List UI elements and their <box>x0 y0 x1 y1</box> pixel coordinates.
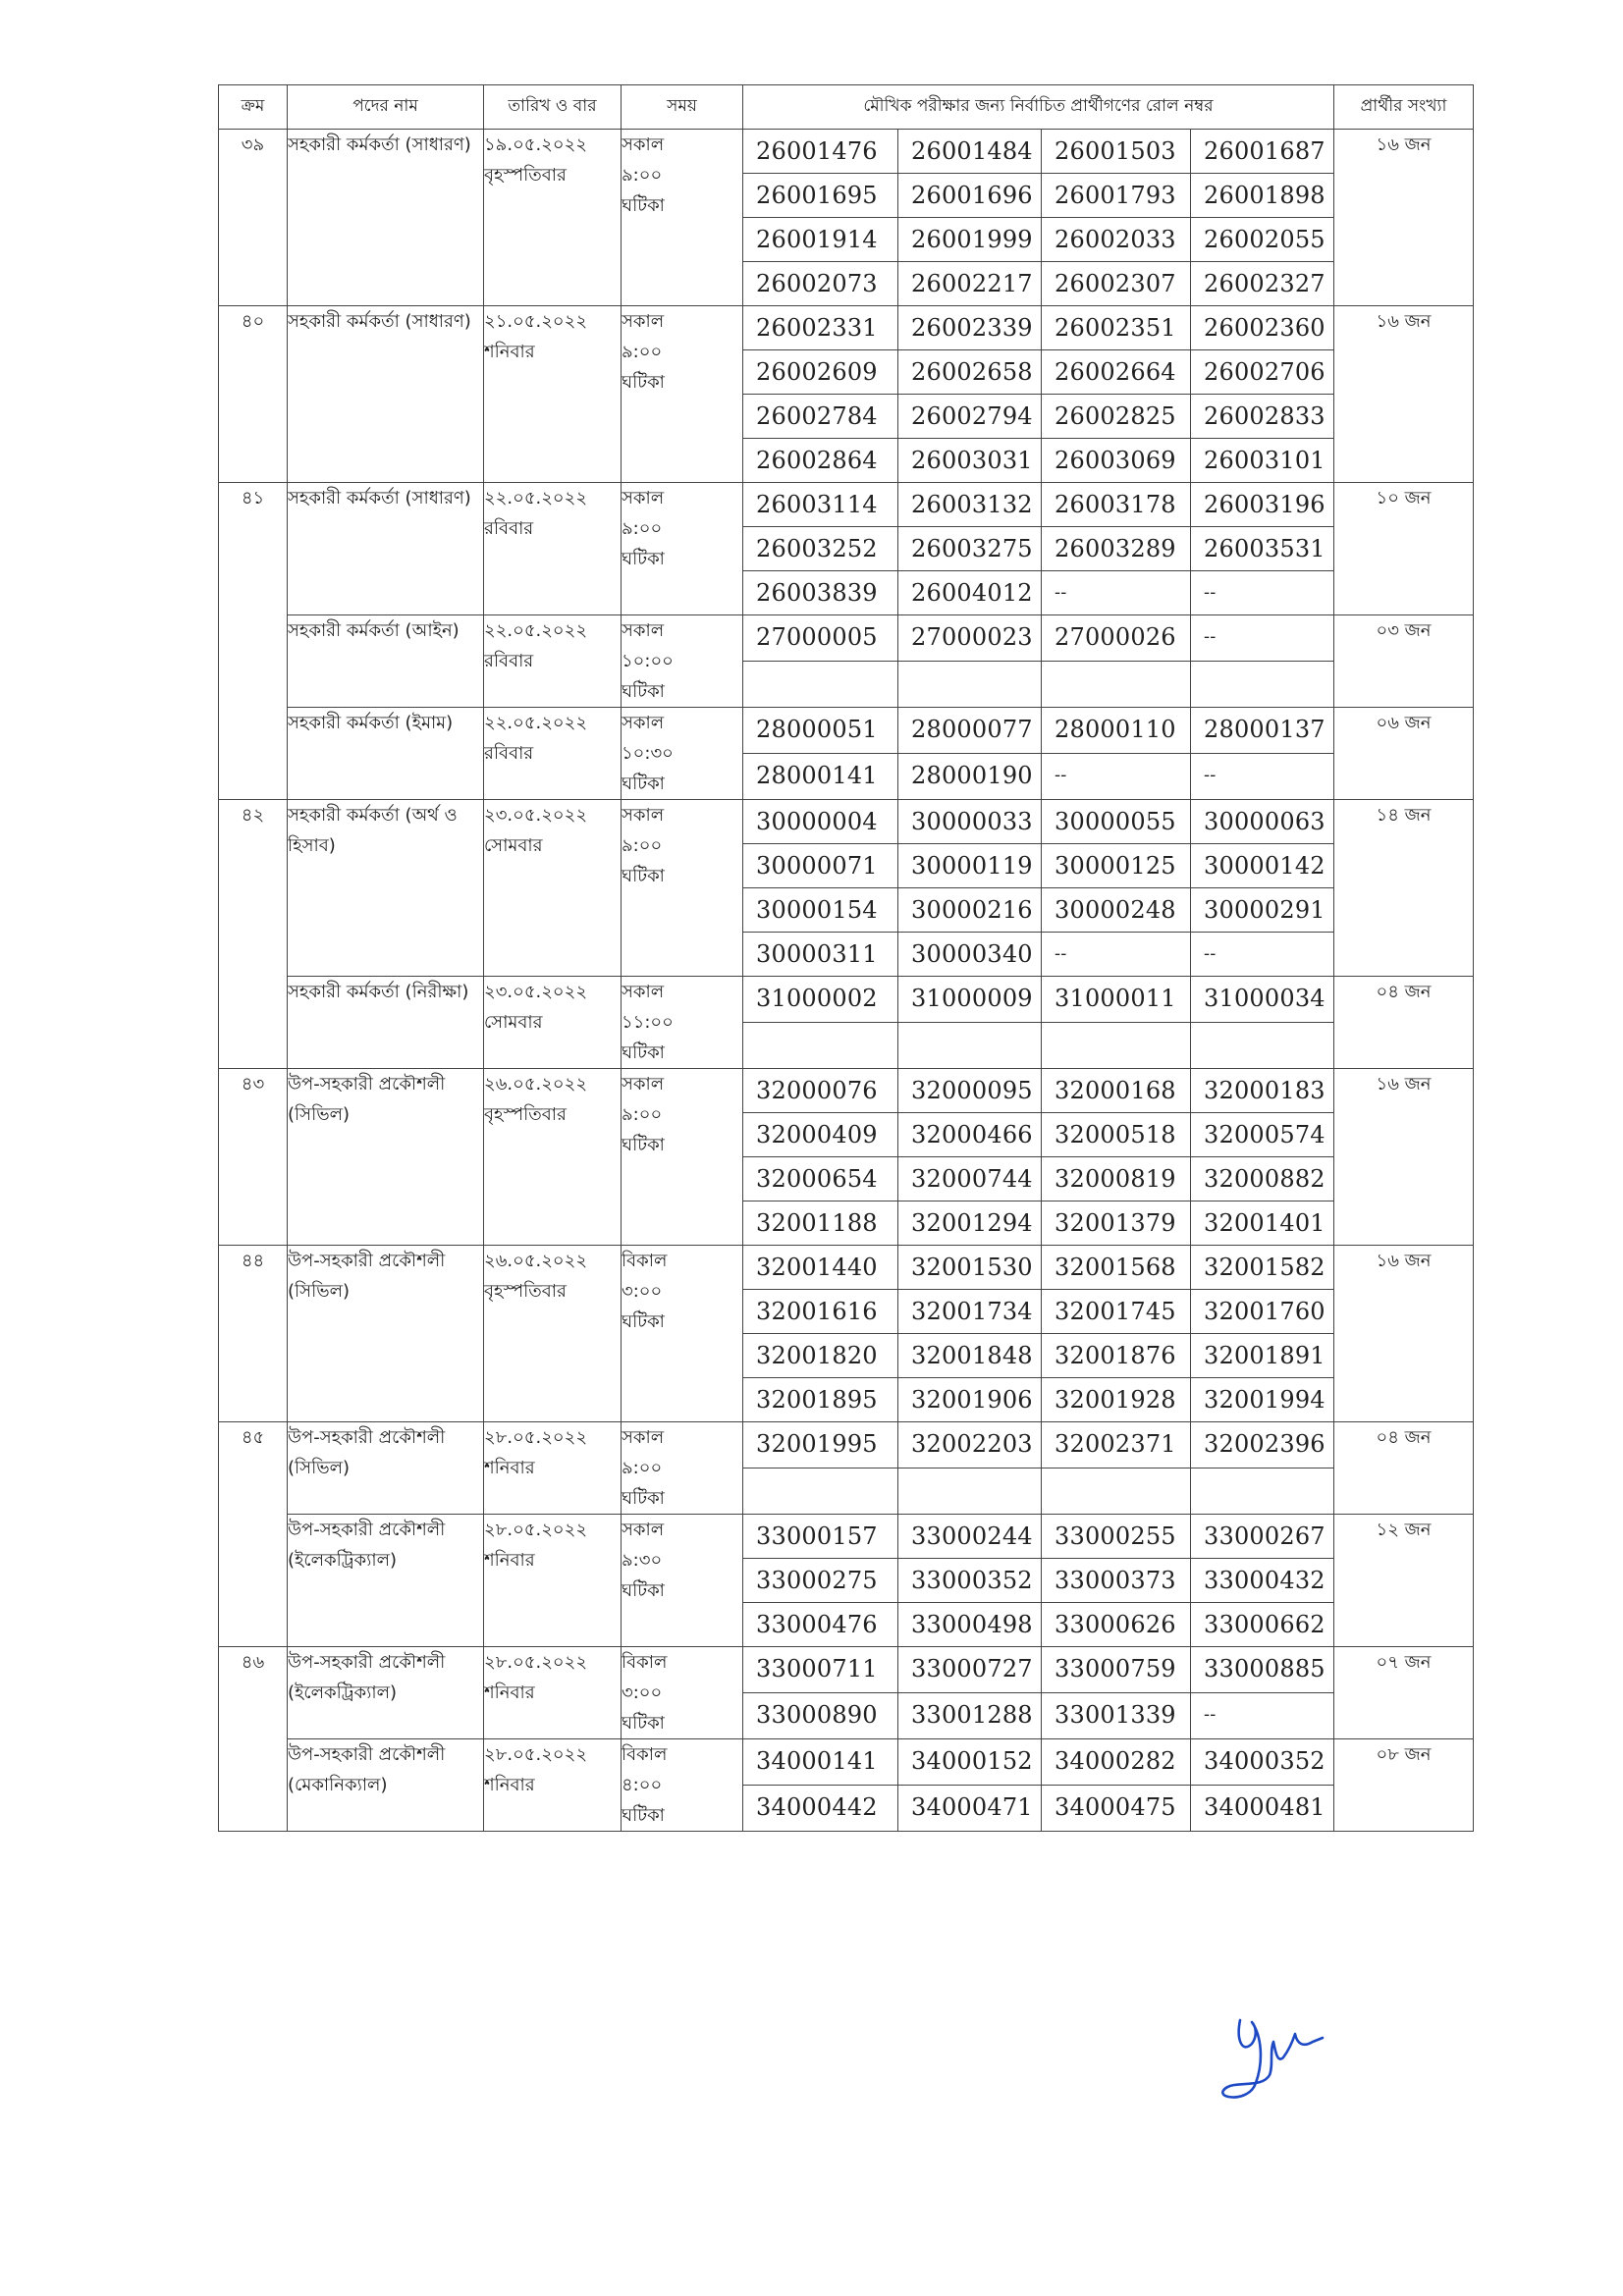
roll-number: 32000744 <box>898 1157 1042 1201</box>
date-day-cell <box>484 1069 622 1246</box>
roll-number: 32000518 <box>1042 1113 1191 1157</box>
date-day-cell <box>484 306 622 483</box>
roll-number: 26002664 <box>1042 350 1191 395</box>
roll-number: 26001914 <box>743 218 898 262</box>
serial-cell: ৪৪ <box>219 1246 288 1422</box>
roll-number: 30000340 <box>898 933 1042 977</box>
roll-number: 33000157 <box>743 1515 898 1559</box>
roll-number: 33000890 <box>743 1693 898 1739</box>
roll-number: 33000885 <box>1191 1647 1334 1693</box>
roll-number: 27000026 <box>1042 615 1191 662</box>
roll-number: 28000077 <box>898 708 1042 754</box>
roll-number: 32001848 <box>898 1334 1042 1378</box>
post-name-cell: সহকারী কর্মকর্তা (ইমাম) <box>288 708 484 800</box>
candidate-count-cell: ১২ জন <box>1334 1515 1474 1647</box>
roll-number: 26002217 <box>898 262 1042 306</box>
post-name-cell: সহকারী কর্মকর্তা (নিরীক্ষা) <box>288 977 484 1069</box>
roll-number: 31000009 <box>898 977 1042 1023</box>
exam-date: ২৩.০৫.২০২২ <box>484 982 588 1002</box>
roll-number: 34000141 <box>743 1739 898 1786</box>
roll-number: 26002331 <box>743 306 898 350</box>
serial-cell <box>219 1739 288 1832</box>
date-day-cell <box>484 1647 622 1739</box>
date-day-cell <box>484 800 622 977</box>
roll-empty-cell <box>1042 1468 1191 1515</box>
roll-empty-cell <box>1042 1023 1191 1069</box>
roll-number: 26001484 <box>898 130 1042 174</box>
exam-date: ২২.০৫.২০২২ <box>484 713 588 733</box>
header-post-name: পদের নাম <box>288 85 484 130</box>
roll-number: 27000023 <box>898 615 1042 662</box>
roll-number: 26001696 <box>898 174 1042 218</box>
date-day-cell <box>484 1422 622 1515</box>
exam-time-cell: বিকাল ৩:০০ ঘটিকা <box>622 1647 743 1739</box>
roll-number: 33000498 <box>898 1603 1042 1647</box>
table-row <box>219 800 1474 844</box>
viva-schedule-table <box>218 84 1474 1832</box>
roll-empty-cell <box>743 662 898 708</box>
roll-number: 26002706 <box>1191 350 1334 395</box>
roll-number: 34000442 <box>743 1786 898 1832</box>
roll-number: 34000481 <box>1191 1786 1334 1832</box>
serial-cell <box>219 977 288 1069</box>
post-name-cell: সহকারী কর্মকর্তা (আইন) <box>288 615 484 708</box>
exam-date: ২৮.০৫.২০২২ <box>484 1427 588 1448</box>
exam-date: ২২.০৫.২০২২ <box>484 488 588 508</box>
roll-number: 26001898 <box>1191 174 1334 218</box>
candidate-count-cell: ১০ জন <box>1334 483 1474 615</box>
roll-number: 33000275 <box>743 1559 898 1603</box>
roll-number: 32001616 <box>743 1290 898 1334</box>
roll-number: 26003196 <box>1191 483 1334 527</box>
roll-number: 32002371 <box>1042 1422 1191 1468</box>
roll-empty-cell <box>1191 1023 1334 1069</box>
roll-number: -- <box>1191 754 1334 800</box>
table-row <box>219 1647 1474 1693</box>
roll-number: 32000409 <box>743 1113 898 1157</box>
roll-number: 32001188 <box>743 1201 898 1246</box>
roll-number: 26003178 <box>1042 483 1191 527</box>
roll-empty-cell <box>898 1023 1042 1069</box>
serial-cell: ৪৬ <box>219 1647 288 1739</box>
roll-number: 26001687 <box>1191 130 1334 174</box>
roll-number: 32000819 <box>1042 1157 1191 1201</box>
roll-number: 33000373 <box>1042 1559 1191 1603</box>
table-row <box>219 1422 1474 1468</box>
candidate-count-cell: ১৬ জন <box>1334 130 1474 306</box>
table-row <box>219 1246 1474 1290</box>
serial-cell: ৪১ <box>219 483 288 615</box>
exam-date: ১৯.০৫.২০২২ <box>484 134 588 155</box>
post-name-cell: সহকারী কর্মকর্তা (অর্থ ও হিসাব) <box>288 800 484 977</box>
roll-number: 26002055 <box>1191 218 1334 262</box>
roll-number: 32001734 <box>898 1290 1042 1334</box>
table-row <box>219 708 1474 754</box>
roll-number: 34000471 <box>898 1786 1042 1832</box>
exam-date: ২২.০৫.২০২২ <box>484 620 588 641</box>
roll-empty-cell <box>898 1468 1042 1515</box>
serial-cell: ৪৩ <box>219 1069 288 1246</box>
table-row <box>219 1069 1474 1113</box>
roll-number: 28000190 <box>898 754 1042 800</box>
table-row <box>219 483 1474 527</box>
roll-number: 30000291 <box>1191 888 1334 933</box>
roll-empty-cell <box>1191 662 1334 708</box>
roll-number: 26003275 <box>898 527 1042 571</box>
roll-number: 30000216 <box>898 888 1042 933</box>
roll-number: 32000183 <box>1191 1069 1334 1113</box>
table-row <box>219 1515 1474 1559</box>
roll-empty-cell <box>898 662 1042 708</box>
roll-number: 32000654 <box>743 1157 898 1201</box>
date-day-cell <box>484 483 622 615</box>
post-name-cell: উপ-সহকারী প্রকৌশলী (ইলেকট্রিক্যাল) <box>288 1515 484 1647</box>
exam-time-cell: সকাল ৯:০০ ঘটিকা <box>622 306 743 483</box>
roll-number: 33000727 <box>898 1647 1042 1693</box>
post-name-cell: উপ-সহকারী প্রকৌশলী (ইলেকট্রিক্যাল) <box>288 1647 484 1739</box>
roll-number: 26002360 <box>1191 306 1334 350</box>
exam-time-cell: বিকাল ৪:০০ ঘটিকা <box>622 1739 743 1832</box>
exam-day: বৃহস্পতিবার <box>484 1281 567 1302</box>
roll-number: 26001695 <box>743 174 898 218</box>
roll-number: 32000076 <box>743 1069 898 1113</box>
roll-number: 26003031 <box>898 439 1042 483</box>
roll-number: 33000711 <box>743 1647 898 1693</box>
table-row <box>219 977 1474 1023</box>
header-time: সময় <box>622 85 743 130</box>
roll-number: 33000267 <box>1191 1515 1334 1559</box>
exam-day: শনিবার <box>484 342 535 362</box>
roll-number: -- <box>1042 754 1191 800</box>
roll-number: 32001379 <box>1042 1201 1191 1246</box>
post-name-cell: উপ-সহকারী প্রকৌশলী (সিভিল) <box>288 1246 484 1422</box>
roll-number: 33000662 <box>1191 1603 1334 1647</box>
post-name-cell: সহকারী কর্মকর্তা (সাধারণ) <box>288 306 484 483</box>
roll-number: 32001895 <box>743 1378 898 1422</box>
roll-number: 32001294 <box>898 1201 1042 1246</box>
roll-number: 26002609 <box>743 350 898 395</box>
candidate-count-cell: ০৮ জন <box>1334 1739 1474 1832</box>
exam-date: ২৬.০৫.২০২২ <box>484 1251 588 1271</box>
exam-date: ২৮.০৫.২০২২ <box>484 1652 588 1673</box>
exam-date: ২৮.০৫.২০২২ <box>484 1520 588 1540</box>
roll-number: 34000352 <box>1191 1739 1334 1786</box>
roll-number: 32002203 <box>898 1422 1042 1468</box>
roll-number: 26002794 <box>898 395 1042 439</box>
date-day-cell <box>484 615 622 708</box>
roll-number: 33000476 <box>743 1603 898 1647</box>
roll-number: 30000033 <box>898 800 1042 844</box>
roll-number: 26002784 <box>743 395 898 439</box>
roll-number: 26002327 <box>1191 262 1334 306</box>
serial-cell: ৪০ <box>219 306 288 483</box>
roll-number: 34000475 <box>1042 1786 1191 1832</box>
exam-day: রবিবার <box>484 518 534 539</box>
roll-number: 26003101 <box>1191 439 1334 483</box>
post-name-cell: উপ-সহকারী প্রকৌশলী (সিভিল) <box>288 1069 484 1246</box>
roll-number: 33001288 <box>898 1693 1042 1739</box>
date-day-cell <box>484 1515 622 1647</box>
roll-number: 33000432 <box>1191 1559 1334 1603</box>
roll-empty-cell <box>1191 1468 1334 1515</box>
roll-number: 26001476 <box>743 130 898 174</box>
serial-cell: ৪২ <box>219 800 288 977</box>
candidate-count-cell: ০৭ জন <box>1334 1647 1474 1739</box>
header-roll-numbers: মৌখিক পরীক্ষার জন্য নির্বাচিত প্রার্থীগণের রোল নম্বর <box>743 85 1334 130</box>
serial-cell <box>219 708 288 800</box>
roll-number: 30000119 <box>898 844 1042 888</box>
roll-number: 28000137 <box>1191 708 1334 754</box>
candidate-count-cell: ০৪ জন <box>1334 1422 1474 1515</box>
roll-number: 32001401 <box>1191 1201 1334 1246</box>
roll-number: 26004012 <box>898 571 1042 615</box>
table-row <box>219 130 1474 174</box>
roll-number: 32002396 <box>1191 1422 1334 1468</box>
exam-day: শনিবার <box>484 1550 535 1571</box>
roll-number: 32000466 <box>898 1113 1042 1157</box>
roll-number: 32001745 <box>1042 1290 1191 1334</box>
roll-number: -- <box>1042 933 1191 977</box>
roll-number: 32000574 <box>1191 1113 1334 1157</box>
roll-number: 32000168 <box>1042 1069 1191 1113</box>
exam-time-cell: সকাল ১১:০০ ঘটিকা <box>622 977 743 1069</box>
exam-day: রবিবার <box>484 743 534 764</box>
exam-day: সোমবার <box>484 835 543 856</box>
serial-cell: ৩৯ <box>219 130 288 306</box>
roll-number: 26002339 <box>898 306 1042 350</box>
roll-number: 33001339 <box>1042 1693 1191 1739</box>
table-row <box>219 615 1474 662</box>
roll-number: 33000626 <box>1042 1603 1191 1647</box>
candidate-count-cell: ০৪ জন <box>1334 977 1474 1069</box>
table-body <box>219 130 1474 1832</box>
roll-number: 26001793 <box>1042 174 1191 218</box>
roll-number: 33000759 <box>1042 1647 1191 1693</box>
exam-time-cell: সকাল ৯:০০ ঘটিকা <box>622 1069 743 1246</box>
roll-number: 26002825 <box>1042 395 1191 439</box>
roll-number: 26003252 <box>743 527 898 571</box>
roll-number: -- <box>1042 571 1191 615</box>
roll-number: 26003839 <box>743 571 898 615</box>
roll-number: 26002307 <box>1042 262 1191 306</box>
roll-number: 30000248 <box>1042 888 1191 933</box>
roll-number: 33000255 <box>1042 1515 1191 1559</box>
roll-number: 26003531 <box>1191 527 1334 571</box>
candidate-count-cell: ০৩ জন <box>1334 615 1474 708</box>
date-day-cell <box>484 130 622 306</box>
roll-number: 26003114 <box>743 483 898 527</box>
date-day-cell <box>484 977 622 1069</box>
post-name-cell: উপ-সহকারী প্রকৌশলী (সিভিল) <box>288 1422 484 1515</box>
candidate-count-cell: ০৬ জন <box>1334 708 1474 800</box>
exam-date: ২১.০৫.২০২২ <box>484 311 588 332</box>
exam-date: ২৮.০৫.২০২২ <box>484 1744 588 1765</box>
candidate-count-cell: ১৬ জন <box>1334 1246 1474 1422</box>
exam-time-cell: সকাল ৯:০০ ঘটিকা <box>622 130 743 306</box>
exam-time-cell: সকাল ৯:০০ ঘটিকা <box>622 483 743 615</box>
roll-number: 26003132 <box>898 483 1042 527</box>
roll-number: 32001820 <box>743 1334 898 1378</box>
exam-day: সোমবার <box>484 1012 543 1033</box>
roll-number: 32001906 <box>898 1378 1042 1422</box>
roll-number: 32001440 <box>743 1246 898 1290</box>
post-name-cell: উপ-সহকারী প্রকৌশলী (মেকানিক্যাল) <box>288 1739 484 1832</box>
header-serial: ক্রম <box>219 85 288 130</box>
roll-number: 32001994 <box>1191 1378 1334 1422</box>
exam-time-cell: সকাল ৯:৩০ ঘটিকা <box>622 1515 743 1647</box>
roll-number: 32001928 <box>1042 1378 1191 1422</box>
exam-day: শনিবার <box>484 1458 535 1478</box>
roll-number: 34000282 <box>1042 1739 1191 1786</box>
roll-number: 28000051 <box>743 708 898 754</box>
exam-day: বৃহস্পতিবার <box>484 1104 567 1125</box>
roll-empty-cell <box>743 1468 898 1515</box>
exam-time-cell: বিকাল ৩:০০ ঘটিকা <box>622 1246 743 1422</box>
roll-number: 34000152 <box>898 1739 1042 1786</box>
roll-number: 28000110 <box>1042 708 1191 754</box>
exam-date: ২৬.০৫.২০২২ <box>484 1074 588 1095</box>
roll-number: 32001530 <box>898 1246 1042 1290</box>
roll-number: 30000063 <box>1191 800 1334 844</box>
roll-number: -- <box>1191 1693 1334 1739</box>
roll-number: 30000055 <box>1042 800 1191 844</box>
exam-time-cell: সকাল ১০:০০ ঘটিকা <box>622 615 743 708</box>
table-row <box>219 306 1474 350</box>
roll-number: 33000352 <box>898 1559 1042 1603</box>
roll-empty-cell <box>1042 662 1191 708</box>
roll-number: -- <box>1191 615 1334 662</box>
roll-number: 31000002 <box>743 977 898 1023</box>
exam-day: রবিবার <box>484 651 534 671</box>
date-day-cell <box>484 1246 622 1422</box>
table-header-row <box>219 85 1474 130</box>
roll-number: 30000154 <box>743 888 898 933</box>
roll-number: 31000034 <box>1191 977 1334 1023</box>
exam-date: ২৩.০৫.২০২২ <box>484 805 588 826</box>
candidate-count-cell: ১৬ জন <box>1334 306 1474 483</box>
exam-time-cell: সকাল ১০:৩০ ঘটিকা <box>622 708 743 800</box>
candidate-count-cell: ১৬ জন <box>1334 1069 1474 1246</box>
header-date-day: তারিখ ও বার <box>484 85 622 130</box>
roll-number: 30000071 <box>743 844 898 888</box>
roll-number: 30000004 <box>743 800 898 844</box>
roll-number: 26002033 <box>1042 218 1191 262</box>
roll-number: 32001876 <box>1042 1334 1191 1378</box>
exam-day: বৃহস্পতিবার <box>484 165 567 186</box>
roll-number: 28000141 <box>743 754 898 800</box>
roll-number: 26001503 <box>1042 130 1191 174</box>
serial-cell <box>219 1515 288 1647</box>
serial-cell <box>219 615 288 708</box>
candidate-count-cell: ১৪ জন <box>1334 800 1474 977</box>
roll-number: 27000005 <box>743 615 898 662</box>
roll-number: 26002658 <box>898 350 1042 395</box>
roll-number: 26002351 <box>1042 306 1191 350</box>
roll-number: 31000011 <box>1042 977 1191 1023</box>
exam-time-cell: সকাল ৯:০০ ঘটিকা <box>622 800 743 977</box>
roll-number: 32001582 <box>1191 1246 1334 1290</box>
roll-number: 26001999 <box>898 218 1042 262</box>
date-day-cell <box>484 708 622 800</box>
roll-number: -- <box>1191 571 1334 615</box>
signature <box>1213 1993 1340 2110</box>
roll-number: 32000095 <box>898 1069 1042 1113</box>
post-name-cell: সহকারী কর্মকর্তা (সাধারণ) <box>288 483 484 615</box>
roll-number: 26003289 <box>1042 527 1191 571</box>
exam-day: শনিবার <box>484 1775 535 1795</box>
header-candidate-count: প্রার্থীর সংখ্যা <box>1334 85 1474 130</box>
roll-number: 30000125 <box>1042 844 1191 888</box>
roll-number: 30000142 <box>1191 844 1334 888</box>
roll-number: 26002864 <box>743 439 898 483</box>
roll-number: 32001568 <box>1042 1246 1191 1290</box>
exam-day: শনিবার <box>484 1682 535 1703</box>
post-name-cell: সহকারী কর্মকর্তা (সাধারণ) <box>288 130 484 306</box>
roll-number: 26003069 <box>1042 439 1191 483</box>
roll-number: 32001891 <box>1191 1334 1334 1378</box>
roll-number: 26002833 <box>1191 395 1334 439</box>
serial-cell: ৪৫ <box>219 1422 288 1515</box>
roll-number: 32001995 <box>743 1422 898 1468</box>
roll-number: 32000882 <box>1191 1157 1334 1201</box>
exam-time-cell: সকাল ৯:০০ ঘটিকা <box>622 1422 743 1515</box>
table-row <box>219 1739 1474 1786</box>
roll-number: 32001760 <box>1191 1290 1334 1334</box>
roll-number: 33000244 <box>898 1515 1042 1559</box>
roll-number: 30000311 <box>743 933 898 977</box>
roll-empty-cell <box>743 1023 898 1069</box>
date-day-cell <box>484 1739 622 1832</box>
roll-number: 26002073 <box>743 262 898 306</box>
roll-number: -- <box>1191 933 1334 977</box>
